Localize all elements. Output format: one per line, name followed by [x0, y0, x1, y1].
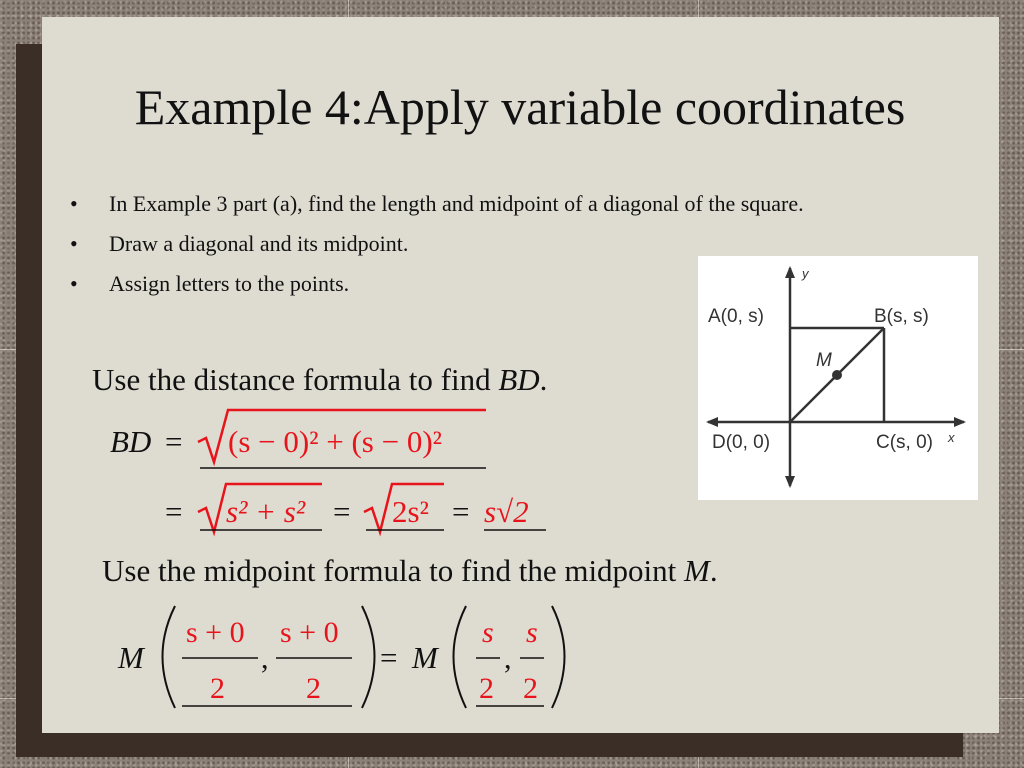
- bullet-item: • In Example 3 part (a), find the length and midpoint of a diagonal of the square.: [70, 186, 940, 221]
- paren-right: [362, 606, 375, 708]
- distance-lhs: BD: [110, 424, 152, 459]
- equals-sign: =: [452, 494, 470, 529]
- equals-sign: =: [380, 640, 398, 675]
- radicand-line1: (s − 0)² + (s − 0)²: [228, 424, 442, 459]
- frac2-numerator: s + 0: [280, 616, 339, 649]
- midpoint-formula: [110, 600, 580, 720]
- rhs2-denominator: 2: [523, 672, 538, 705]
- bullet-item: • Draw a diagonal and its midpoint.: [70, 226, 940, 261]
- rhs1-denominator: 2: [479, 672, 494, 705]
- point-d-label: D(0, 0): [712, 432, 771, 453]
- slide-title: Example 4:Apply variable coordinates: [134, 79, 906, 135]
- point-b-label: B(s, s): [874, 306, 929, 327]
- y-axis-arrow-up: [785, 266, 795, 278]
- equals-sign: =: [165, 494, 183, 529]
- midpoint-dot: [832, 370, 842, 380]
- x-axis-arrow-right: [954, 417, 966, 427]
- rhs2-numerator: s: [526, 616, 538, 649]
- frac2-denominator: 2: [306, 672, 321, 705]
- y-axis-label: y: [802, 266, 809, 281]
- paren-right: [552, 606, 565, 708]
- distance-heading-end: .: [539, 362, 548, 397]
- square-diagram: [698, 256, 978, 500]
- paren-left: [454, 606, 467, 708]
- distance-heading: [92, 362, 547, 398]
- distance-formula: [100, 400, 570, 540]
- distance-heading-var: BD: [498, 362, 540, 397]
- x-axis-label: x: [948, 430, 955, 445]
- rhs1-numerator: s: [482, 616, 494, 649]
- midpoint-lhs: M: [118, 640, 144, 675]
- midpoint-rhs-label: M: [412, 640, 438, 675]
- distance-heading-text: Use the distance formula to find: [92, 362, 499, 397]
- point-m-label: M: [816, 350, 832, 371]
- point-c-label: C(s, 0): [876, 432, 933, 453]
- y-axis-arrow-down: [785, 476, 795, 488]
- midpoint-heading-var: M: [684, 553, 710, 588]
- midpoint-heading-end: .: [709, 553, 718, 588]
- x-axis-arrow-left: [706, 417, 718, 427]
- radicand-line2a: s² + s²: [226, 494, 306, 529]
- comma: ,: [261, 642, 269, 675]
- midpoint-heading: [102, 553, 718, 589]
- coordinate-figure: [698, 256, 978, 500]
- point-a-label: A(0, s): [708, 306, 764, 327]
- bullet-item: • Assign letters to the points.: [70, 266, 940, 301]
- midpoint-heading-text: Use the midpoint formula to find the midpoint: [102, 553, 685, 588]
- result-s-root-2: s√2: [484, 494, 529, 529]
- radicand-line2b: 2s²: [392, 494, 429, 529]
- frac1-numerator: s + 0: [186, 616, 245, 649]
- equals-sign: =: [333, 494, 351, 529]
- comma: ,: [504, 642, 512, 675]
- equals-sign: =: [165, 424, 183, 459]
- paren-left: [163, 606, 176, 708]
- frac1-denominator: 2: [210, 672, 225, 705]
